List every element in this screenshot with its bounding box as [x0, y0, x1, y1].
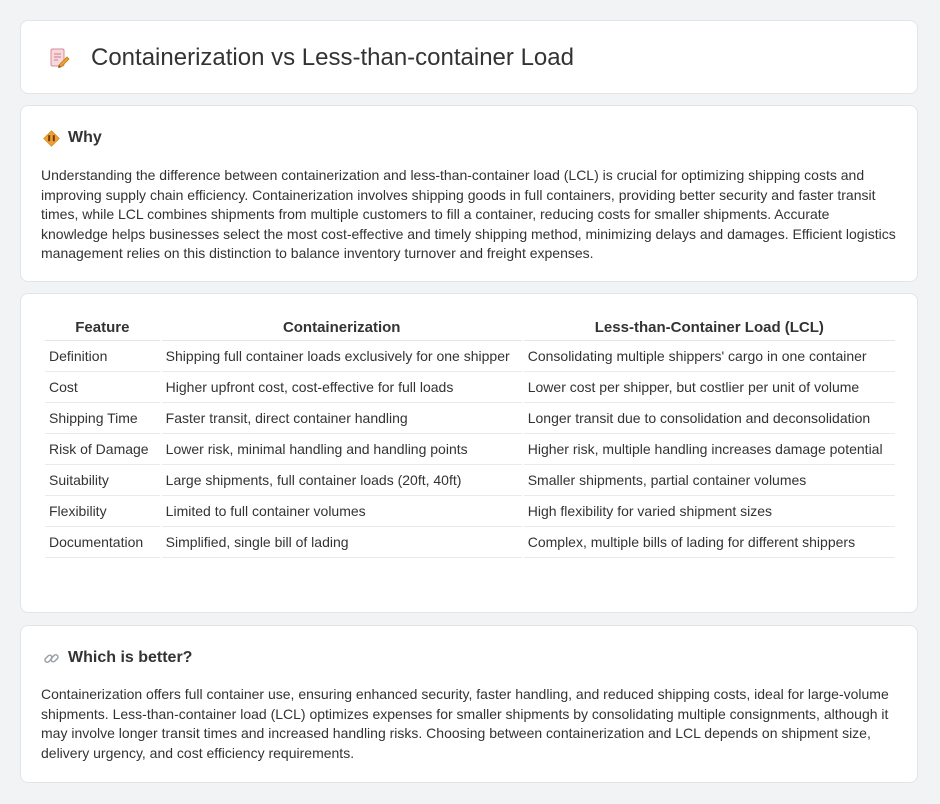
comparison-card	[20, 293, 918, 613]
row-containerization: Shipping full container loads exclusively for one shipper	[162, 341, 522, 372]
row-lcl: Smaller shipments, partial container volumes	[524, 465, 895, 496]
document-pencil-icon	[47, 46, 71, 70]
table-row	[45, 465, 895, 496]
why-heading: Why	[68, 129, 102, 146]
page-title: Containerization vs Less-than-container Load	[91, 44, 574, 71]
why-card	[20, 105, 918, 282]
row-lcl: Lower cost per shipper, but costlier per unit of volume	[524, 372, 895, 403]
table-row	[45, 341, 895, 372]
row-containerization: Limited to full container volumes	[162, 496, 522, 527]
comparison-table	[43, 314, 897, 558]
why-heading-row	[43, 128, 102, 148]
row-containerization: Simplified, single bill of lading	[162, 527, 522, 558]
row-containerization: Higher upfront cost, cost-effective for full loads	[162, 372, 522, 403]
header-containerization: Containerization	[162, 314, 522, 341]
row-feature: Cost	[45, 372, 160, 403]
table-row	[45, 527, 895, 558]
header-lcl: Less-than-Container Load (LCL)	[524, 314, 895, 341]
table-header-row	[45, 314, 895, 341]
row-lcl: Longer transit due to consolidation and deconsolidation	[524, 403, 895, 434]
warning-diamond-icon	[43, 130, 60, 147]
title-card	[20, 20, 918, 94]
better-text: Containerization offers full container use, ensuring enhanced security, faster handling, and reduced shipping costs, ideal for large-volume shipments. Less-than-container load (LCL) optimizes expenses for smaller shipments by consolidating multiple consignments, although it may involve longer transit times and increased handling risks. Choosing between containerization and LCL depends on shipment size, delivery urgency, and cost efficiency requirements.	[41, 686, 889, 761]
row-lcl: Complex, multiple bills of lading for different shippers	[524, 527, 895, 558]
row-lcl: High flexibility for varied shipment sizes	[524, 496, 895, 527]
row-feature: Risk of Damage	[45, 434, 160, 465]
which-better-card	[20, 625, 918, 783]
table-row	[45, 372, 895, 403]
row-lcl: Consolidating multiple shippers' cargo in one container	[524, 341, 895, 372]
why-text: Understanding the difference between containerization and less-than-container load (LCL) is crucial for optimizing shipping costs and improving supply chain efficiency. Containerization involves shipping goods in full containers, providing better security and faster transit times, while LCL combines shipments from multiple customers to fill a container, reducing costs for smaller shipments. Accurate knowledge helps businesses select the most cost-effective and timely shipping method, minimizing delays and damages. Efficient logistics management relies on this distinction to balance inventory turnover and freight expenses.	[41, 167, 896, 261]
row-containerization: Faster transit, direct container handling	[162, 403, 522, 434]
row-feature: Shipping Time	[45, 403, 160, 434]
row-feature: Flexibility	[45, 496, 160, 527]
better-heading: Which is better?	[68, 649, 193, 666]
row-feature: Documentation	[45, 527, 160, 558]
table-row	[45, 496, 895, 527]
link-icon	[43, 650, 60, 667]
row-feature: Definition	[45, 341, 160, 372]
row-containerization: Lower risk, minimal handling and handling points	[162, 434, 522, 465]
row-containerization: Large shipments, full container loads (20ft, 40ft)	[162, 465, 522, 496]
title-row	[47, 43, 574, 73]
header-feature: Feature	[45, 314, 160, 341]
better-heading-row	[43, 648, 192, 668]
row-feature: Suitability	[45, 465, 160, 496]
table-row	[45, 434, 895, 465]
row-lcl: Higher risk, multiple handling increases damage potential	[524, 434, 895, 465]
table-row	[45, 403, 895, 434]
